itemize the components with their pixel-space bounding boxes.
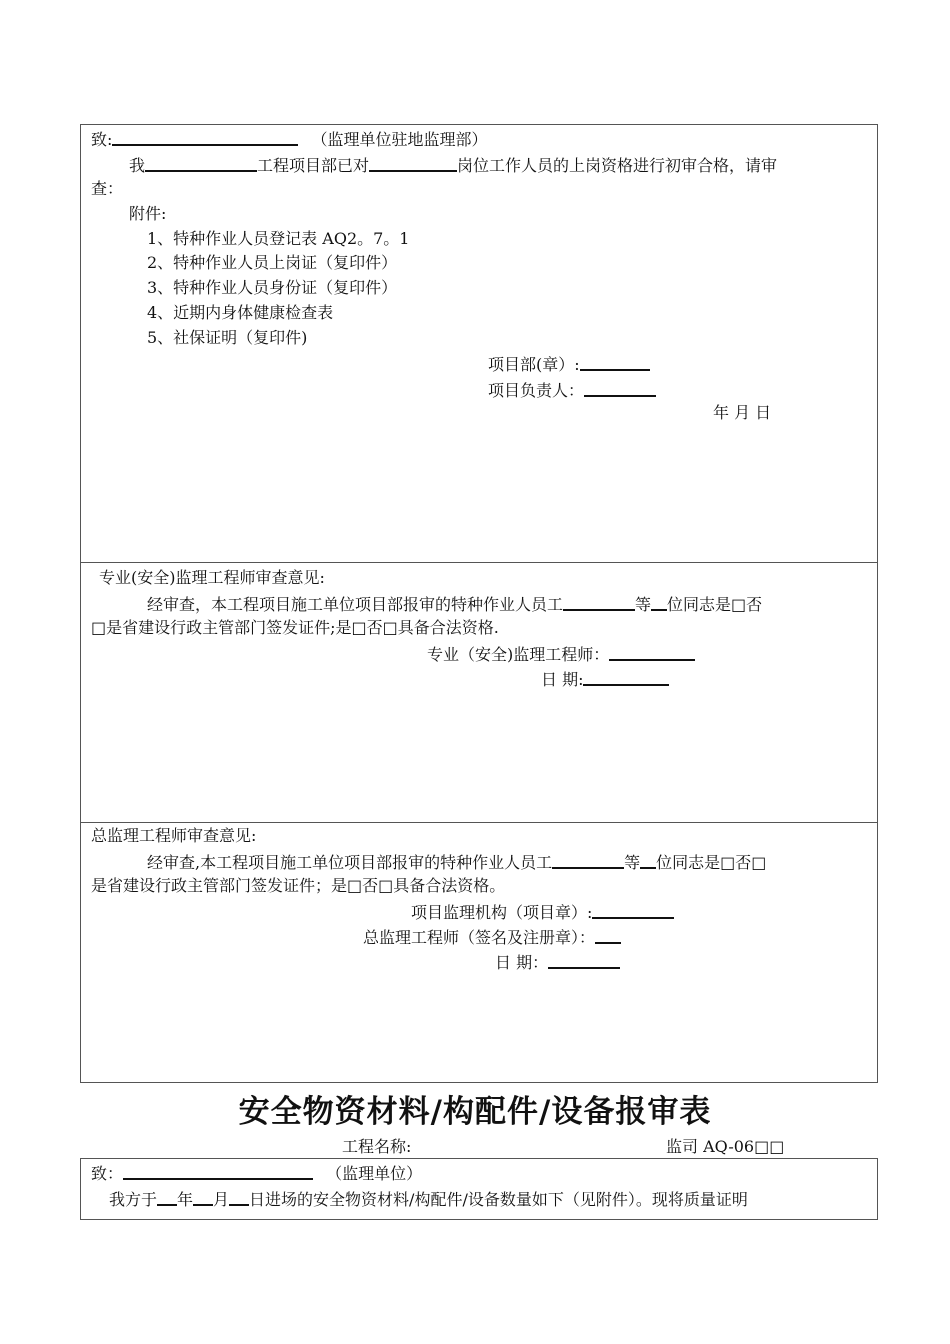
specialist-text-b: 等 — [635, 595, 652, 614]
chief-text-2: 是省建设行政主管部门签发证件；是□否□具备合法资格。 — [91, 876, 506, 895]
specialist-engineer-label: 专业（安全)监理工程师： — [427, 645, 610, 664]
form-code: 监司 AQ-06□□ — [666, 1137, 785, 1156]
form2-text-year: 年 — [177, 1190, 194, 1209]
submission-section — [81, 125, 877, 563]
form2-to-label: 致： — [91, 1164, 124, 1183]
project-name-blank[interactable] — [145, 154, 257, 172]
form2-text-rest: 日进场的安全物资材料/构配件/设备数量如下（见附件）。现将质量证明 — [249, 1190, 748, 1209]
project-dept-label: 项目部(章）: — [488, 355, 580, 374]
attachment-item: 1、特种作业人员登记表 AQ2。7。1 — [147, 229, 410, 248]
org-blank[interactable] — [592, 901, 674, 919]
specialist-text-c: 位同志是□否 — [667, 595, 763, 614]
chief-date-label: 日 期： — [495, 953, 549, 972]
chief-count-blank[interactable] — [640, 851, 656, 869]
org-label: 项目监理机构（项目章）: — [411, 903, 593, 922]
text-wo: 我 — [129, 156, 146, 175]
form2-to-blank[interactable] — [123, 1162, 313, 1180]
count-blank[interactable] — [651, 593, 667, 611]
attachment-item: 3、特种作业人员身份证（复印件） — [147, 278, 398, 297]
attachments-label: 附件: — [129, 204, 167, 223]
form2-text-a: 我方于 — [109, 1190, 158, 1209]
chief-worker-type-blank[interactable] — [552, 851, 624, 869]
specialist-text-a: 经审查，本工程项目施工单位项目部报审的特种作业人员工 — [147, 595, 564, 614]
specialist-date-label: 日 期: — [541, 670, 584, 689]
project-manager-label: 项目负责人： — [488, 381, 585, 400]
form1-box — [80, 124, 878, 1083]
form2-text-month: 月 — [213, 1190, 230, 1209]
form2-to-suffix: （监理单位） — [326, 1164, 423, 1183]
chief-date-blank[interactable] — [548, 951, 620, 969]
chief-engineer-label: 总监理工程师（签名及注册章）： — [363, 928, 596, 947]
month-blank[interactable] — [193, 1188, 213, 1206]
text-qualification: 岗位工作人员的上岗资格进行初审合格，请审 — [457, 156, 778, 175]
specialist-review-section — [81, 563, 877, 823]
specialist-heading: 专业(安全)监理工程师审查意见: — [99, 568, 325, 587]
attachment-item: 2、特种作业人员上岗证（复印件） — [147, 253, 398, 272]
day-blank[interactable] — [229, 1188, 249, 1206]
date-line: 年 月 日 — [713, 403, 772, 422]
text-project-dept: 工程项目部已对 — [257, 156, 370, 175]
specialist-engineer-blank[interactable] — [609, 643, 695, 661]
to-suffix: （监理单位驻地监理部） — [311, 130, 488, 149]
attachment-item: 4、近期内身体健康检查表 — [147, 303, 334, 322]
specialist-date-blank[interactable] — [583, 668, 669, 686]
specialist-text-2: □是省建设行政主管部门签发证件;是□否□具备合法资格. — [91, 618, 499, 637]
chief-text-b: 等 — [624, 853, 641, 872]
chief-text-c: 位同志是□否□ — [656, 853, 767, 872]
to-label: 致: — [91, 130, 113, 149]
project-name-label: 工程名称: — [342, 1137, 412, 1156]
project-manager-blank[interactable] — [584, 379, 656, 397]
text-review: 查： — [91, 179, 124, 198]
year-blank[interactable] — [157, 1188, 177, 1206]
worker-type-blank[interactable] — [563, 593, 635, 611]
chief-engineer-blank[interactable] — [595, 926, 621, 944]
attachment-item: 5、社保证明（复印件) — [147, 328, 308, 347]
chief-heading: 总监理工程师审查意见: — [91, 826, 257, 845]
form2-title: 安全物资材料/构配件/设备报审表 — [238, 1094, 712, 1130]
chief-text-a: 经审查,本工程项目施工单位项目部报审的特种作业人员工 — [147, 853, 553, 872]
position-blank[interactable] — [369, 154, 457, 172]
chief-review-section — [81, 823, 877, 1082]
project-dept-blank[interactable] — [580, 353, 650, 371]
to-blank[interactable] — [112, 128, 298, 146]
form2-box — [80, 1158, 878, 1220]
